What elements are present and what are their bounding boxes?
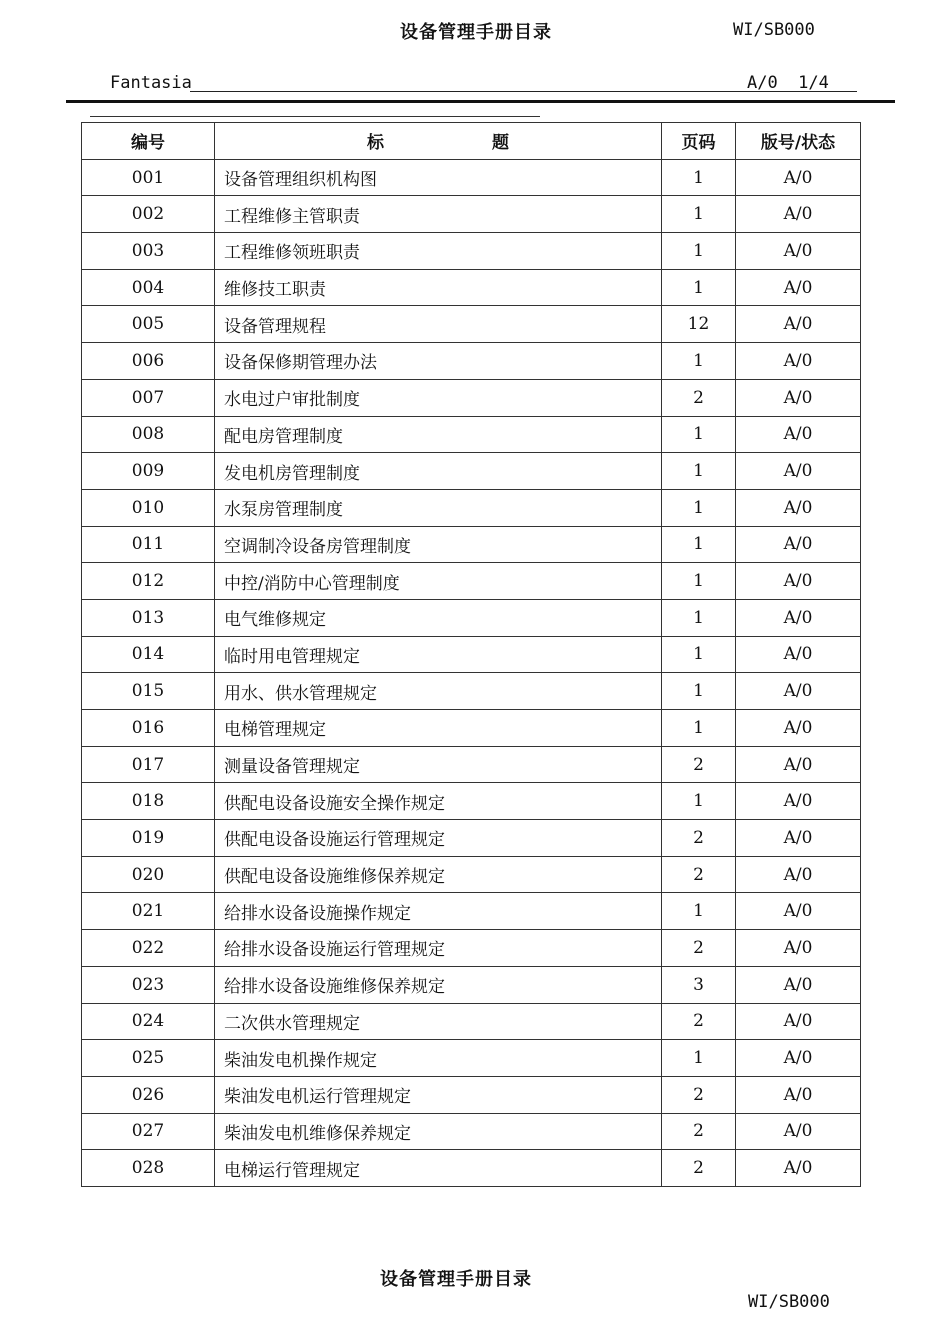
version-page-indicator: A/0 1/4 (747, 73, 829, 93)
row-title: 供配电设备设施运行管理规定 (215, 820, 662, 857)
row-pages: 1 (662, 196, 736, 233)
row-pages: 1 (662, 159, 736, 196)
col-header-title (215, 123, 662, 160)
row-title: 配电房管理制度 (215, 416, 662, 453)
row-pages: 1 (662, 893, 736, 930)
row-pages: 1 (662, 636, 736, 673)
row-title: 工程维修领班职责 (215, 233, 662, 270)
col-header-pages: 页码 (662, 123, 736, 160)
row-version: A/0 (736, 343, 861, 380)
row-pages: 1 (662, 599, 736, 636)
company-name: Fantasia (110, 73, 192, 93)
row-number: 007 (82, 379, 215, 416)
table-row (82, 343, 861, 380)
row-number: 027 (82, 1113, 215, 1150)
row-title: 给排水设备设施操作规定 (215, 893, 662, 930)
row-pages: 2 (662, 1076, 736, 1113)
row-number: 022 (82, 930, 215, 967)
row-pages: 2 (662, 856, 736, 893)
table-row (82, 783, 861, 820)
row-title: 临时用电管理规定 (215, 636, 662, 673)
table-header-row (82, 123, 861, 160)
table-body (82, 159, 861, 1186)
row-number: 013 (82, 599, 215, 636)
col-header-title-b: 题 (492, 133, 509, 154)
row-version: A/0 (736, 746, 861, 783)
row-pages: 3 (662, 966, 736, 1003)
col-header-number: 编号 (82, 123, 215, 160)
row-number: 010 (82, 489, 215, 526)
row-version: A/0 (736, 1003, 861, 1040)
row-pages: 1 (662, 563, 736, 600)
table-row (82, 416, 861, 453)
row-number: 028 (82, 1150, 215, 1187)
table-row (82, 489, 861, 526)
row-pages: 1 (662, 783, 736, 820)
table-row (82, 269, 861, 306)
row-pages: 2 (662, 746, 736, 783)
row-version: A/0 (736, 306, 861, 343)
row-number: 003 (82, 233, 215, 270)
row-pages: 1 (662, 416, 736, 453)
row-number: 026 (82, 1076, 215, 1113)
row-title: 空调制冷设备房管理制度 (215, 526, 662, 563)
table-row (82, 453, 861, 490)
row-number: 023 (82, 966, 215, 1003)
row-version: A/0 (736, 526, 861, 563)
row-pages: 1 (662, 489, 736, 526)
table-row (82, 930, 861, 967)
table-row (82, 526, 861, 563)
footer-title: 设备管理手册目录 (380, 1269, 532, 1290)
row-title: 中控/消防中心管理制度 (215, 563, 662, 600)
row-pages: 1 (662, 673, 736, 710)
footer-doc-code: WI/SB000 (748, 1292, 830, 1312)
row-number: 020 (82, 856, 215, 893)
col-header-title-a: 标 (367, 133, 384, 154)
row-number: 001 (82, 159, 215, 196)
table-row (82, 1003, 861, 1040)
row-pages: 2 (662, 1150, 736, 1187)
row-title: 设备管理组织机构图 (215, 159, 662, 196)
col-header-status: 版号/状态 (736, 123, 861, 160)
table-row (82, 636, 861, 673)
row-title: 电梯运行管理规定 (215, 1150, 662, 1187)
row-version: A/0 (736, 379, 861, 416)
row-title: 供配电设备设施维修保养规定 (215, 856, 662, 893)
table-row (82, 563, 861, 600)
row-pages: 1 (662, 343, 736, 380)
row-version: A/0 (736, 930, 861, 967)
row-title: 电气维修规定 (215, 599, 662, 636)
row-version: A/0 (736, 159, 861, 196)
header-title: 设备管理手册目录 (400, 22, 552, 43)
row-pages: 1 (662, 710, 736, 747)
row-number: 015 (82, 673, 215, 710)
row-pages: 1 (662, 526, 736, 563)
row-version: A/0 (736, 856, 861, 893)
row-number: 025 (82, 1040, 215, 1077)
row-title: 工程维修主管职责 (215, 196, 662, 233)
table-row (82, 599, 861, 636)
row-title: 供配电设备设施安全操作规定 (215, 783, 662, 820)
row-version: A/0 (736, 233, 861, 270)
row-title: 测量设备管理规定 (215, 746, 662, 783)
row-version: A/0 (736, 820, 861, 857)
table-row (82, 1040, 861, 1077)
row-pages: 2 (662, 1003, 736, 1040)
row-title: 维修技工职责 (215, 269, 662, 306)
row-pages: 2 (662, 930, 736, 967)
row-version: A/0 (736, 1150, 861, 1187)
row-title: 水泵房管理制度 (215, 489, 662, 526)
row-title: 水电过户审批制度 (215, 379, 662, 416)
row-title: 柴油发电机操作规定 (215, 1040, 662, 1077)
row-pages: 1 (662, 453, 736, 490)
row-title: 电梯管理规定 (215, 710, 662, 747)
row-number: 009 (82, 453, 215, 490)
table-row (82, 1113, 861, 1150)
row-version: A/0 (736, 783, 861, 820)
row-pages: 1 (662, 1040, 736, 1077)
row-version: A/0 (736, 1113, 861, 1150)
table-row (82, 379, 861, 416)
row-number: 008 (82, 416, 215, 453)
row-number: 011 (82, 526, 215, 563)
row-title: 设备保修期管理办法 (215, 343, 662, 380)
row-number: 005 (82, 306, 215, 343)
row-version: A/0 (736, 710, 861, 747)
sub-rule (90, 116, 540, 117)
table-row (82, 710, 861, 747)
table-row (82, 673, 861, 710)
row-pages: 1 (662, 233, 736, 270)
row-version: A/0 (736, 966, 861, 1003)
row-version: A/0 (736, 269, 861, 306)
table-row (82, 856, 861, 893)
row-pages: 12 (662, 306, 736, 343)
row-title: 给排水设备设施运行管理规定 (215, 930, 662, 967)
row-number: 012 (82, 563, 215, 600)
row-number: 018 (82, 783, 215, 820)
row-pages: 2 (662, 1113, 736, 1150)
row-number: 006 (82, 343, 215, 380)
row-version: A/0 (736, 673, 861, 710)
table-row (82, 966, 861, 1003)
row-pages: 1 (662, 269, 736, 306)
header-underline (190, 91, 857, 92)
row-version: A/0 (736, 1040, 861, 1077)
row-number: 017 (82, 746, 215, 783)
row-pages: 2 (662, 820, 736, 857)
table-row (82, 820, 861, 857)
row-title: 柴油发电机运行管理规定 (215, 1076, 662, 1113)
row-number: 019 (82, 820, 215, 857)
table-row (82, 1076, 861, 1113)
table-row (82, 1150, 861, 1187)
row-number: 021 (82, 893, 215, 930)
row-title: 二次供水管理规定 (215, 1003, 662, 1040)
row-version: A/0 (736, 489, 861, 526)
row-version: A/0 (736, 196, 861, 233)
row-version: A/0 (736, 416, 861, 453)
row-version: A/0 (736, 599, 861, 636)
row-number: 016 (82, 710, 215, 747)
row-title: 给排水设备设施维修保养规定 (215, 966, 662, 1003)
row-title: 设备管理规程 (215, 306, 662, 343)
table-row (82, 306, 861, 343)
row-version: A/0 (736, 893, 861, 930)
row-number: 002 (82, 196, 215, 233)
row-title: 柴油发电机维修保养规定 (215, 1113, 662, 1150)
row-number: 014 (82, 636, 215, 673)
row-title: 发电机房管理制度 (215, 453, 662, 490)
header-rule (66, 100, 895, 103)
header-doc-code: WI/SB000 (733, 20, 815, 40)
row-version: A/0 (736, 636, 861, 673)
row-number: 024 (82, 1003, 215, 1040)
table-row (82, 159, 861, 196)
row-version: A/0 (736, 453, 861, 490)
table-row (82, 233, 861, 270)
row-pages: 2 (662, 379, 736, 416)
row-title: 用水、供水管理规定 (215, 673, 662, 710)
row-version: A/0 (736, 563, 861, 600)
toc-table (81, 122, 861, 1187)
table-row (82, 893, 861, 930)
row-version: A/0 (736, 1076, 861, 1113)
table-row (82, 746, 861, 783)
row-number: 004 (82, 269, 215, 306)
table-row (82, 196, 861, 233)
